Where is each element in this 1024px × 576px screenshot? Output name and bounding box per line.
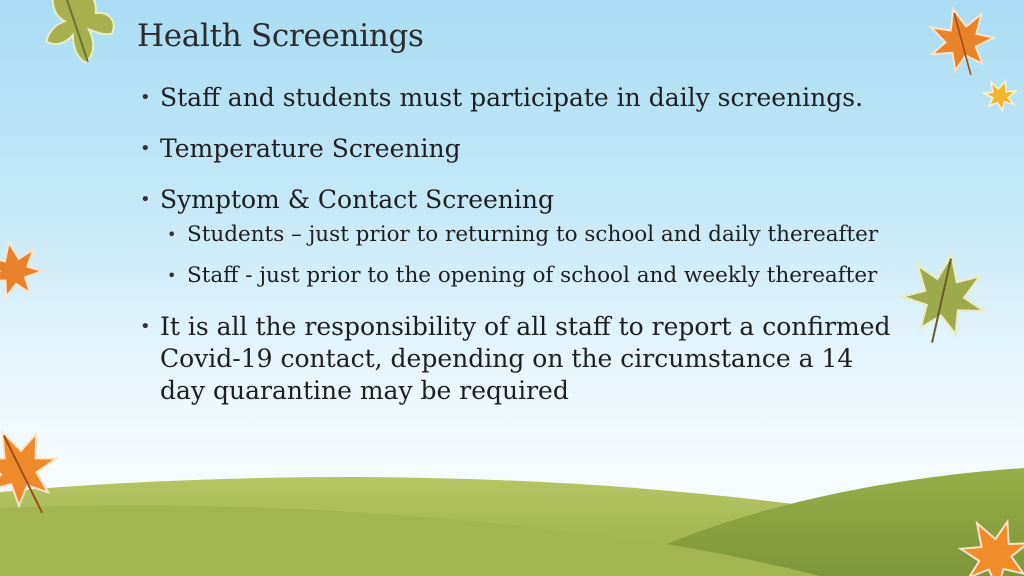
slide-title: Health Screenings bbox=[137, 18, 424, 54]
bullet-item: • It is all the responsibility of all staff to report a confirmed Covid-19 contact, depending on the circumstance a 14 day quarantine may be required bbox=[140, 311, 900, 407]
bullet-list bbox=[140, 82, 900, 426]
maple-leaf-icon bbox=[981, 75, 1021, 113]
oak-leaf-icon bbox=[895, 247, 993, 350]
maple-leaf-icon bbox=[0, 238, 46, 300]
bullet-item: • Temperature Screening bbox=[140, 133, 900, 165]
bullet-item: • Symptom & Contact Screening bbox=[140, 184, 900, 216]
sub-bullet-list bbox=[140, 220, 900, 290]
oak-leaf-icon bbox=[28, 0, 123, 73]
bullet-item: • Staff and students must participate in daily screenings. bbox=[140, 82, 900, 114]
maple-leaf-icon bbox=[922, 1, 1001, 83]
sub-bullet-item: • Students – just prior to returning to school and daily thereafter bbox=[167, 220, 900, 249]
sub-bullet-item: • Staff - just prior to the opening of school and weekly thereafter bbox=[167, 261, 900, 290]
